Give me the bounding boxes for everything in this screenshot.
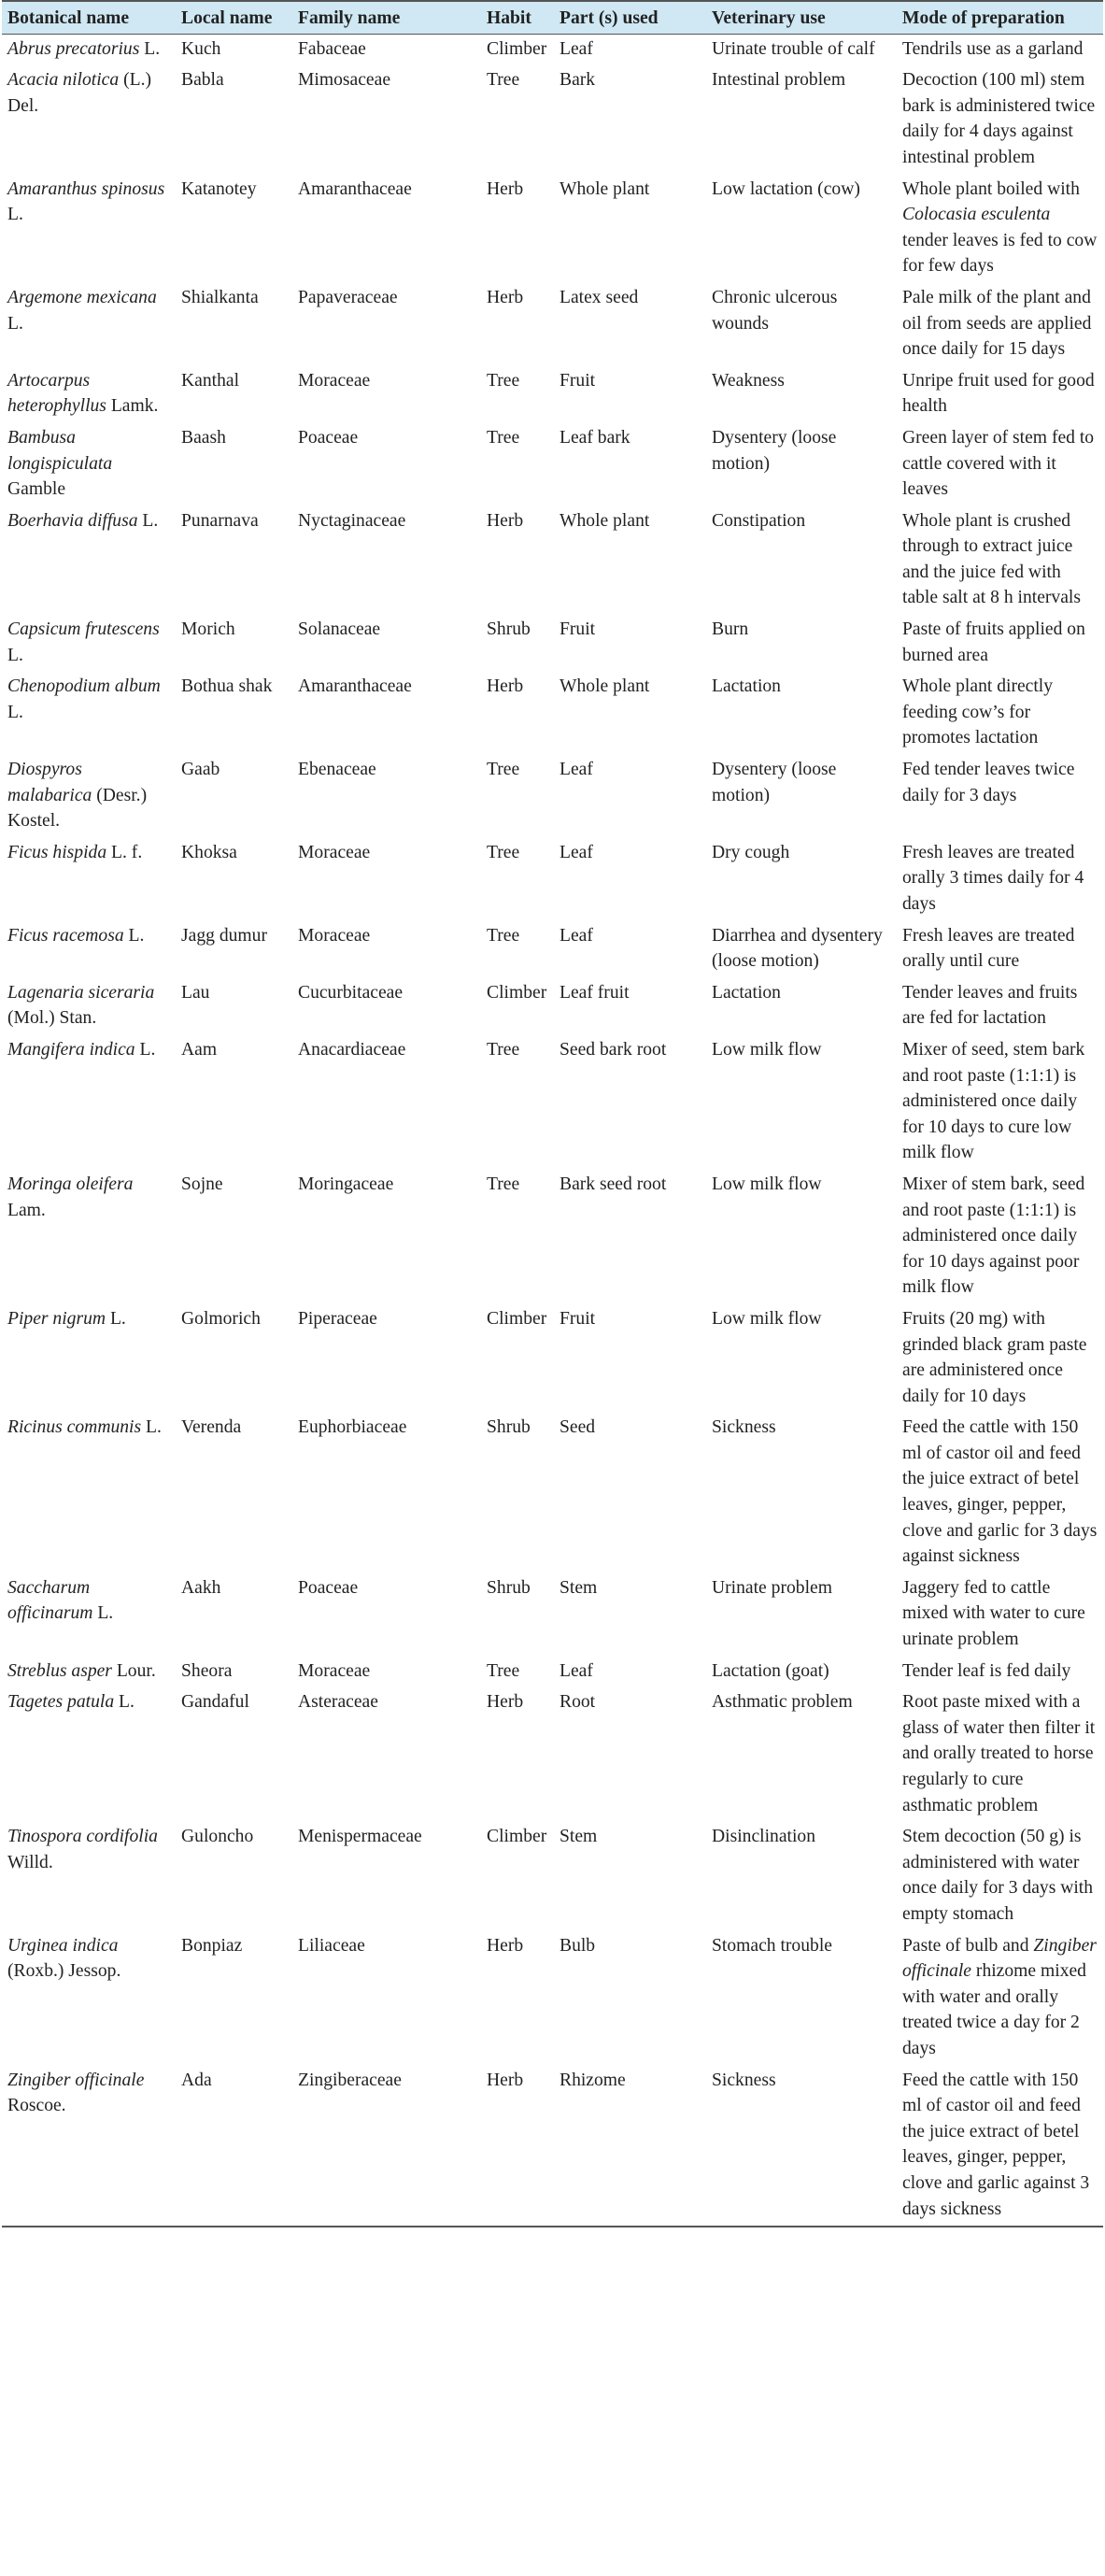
preparation-text: Tender leaves and fruits are fed for lactation (902, 982, 1078, 1029)
cell-veterinary-use: Sickness (712, 1417, 776, 1438)
cell-habit: Tree (487, 842, 520, 862)
author-citation: Lour. (111, 1660, 156, 1681)
cell-local-name: Gandaful (181, 1692, 249, 1713)
author-citation: Roscoe. (7, 2096, 66, 2116)
species-name: Abrus precatorius (7, 38, 140, 59)
cell-parts-used: Bark (560, 70, 596, 91)
cell-family-name: Fabaceae (298, 38, 366, 59)
preparation-text: Paste of bulb and (902, 1935, 1034, 1956)
table-row (2, 1657, 1103, 1688)
cell-botanical-name (2, 1687, 176, 1822)
cell-veterinary-use: Weakness (712, 370, 785, 391)
table-row (2, 615, 1103, 672)
cell-botanical-name (2, 1931, 176, 2066)
cell-family-name: Cucurbitaceae (298, 982, 404, 1003)
cell-habit: Climber (487, 982, 547, 1003)
cell-family-name: Nyctaginaceae (298, 510, 406, 531)
cell-veterinary-use: Burn (712, 619, 749, 640)
author-citation: Gamble (7, 479, 66, 500)
cell-mode-of-preparation (897, 838, 1103, 921)
cell-family-name: Piperaceae (298, 1308, 377, 1329)
preparation-text: Fresh leaves are treated orally until cure (902, 925, 1075, 972)
table-row (2, 1822, 1103, 1930)
species-name: Urginea indica (7, 1935, 119, 1956)
preparation-text: Fresh leaves are treated orally 3 times daily for 4 days (902, 842, 1084, 914)
preparation-text: Pale milk of the plant and oil from seeds are applied once daily for 15 days (902, 287, 1092, 360)
cell-mode-of-preparation (897, 65, 1103, 174)
cell-botanical-name (2, 34, 176, 65)
cell-family-name: Moraceae (298, 370, 371, 391)
cell-veterinary-use: Low lactation (cow) (712, 178, 860, 199)
header-habit: Habit (481, 1, 554, 34)
cell-parts-used: Leaf (560, 1660, 593, 1681)
cell-veterinary-use: Low milk flow (712, 1039, 822, 1060)
preparation-text: Whole plant directly feeding cow’s for promotes lactation (902, 676, 1054, 748)
species-name: Zingiber officinale (7, 2070, 145, 2090)
cell-botanical-name (2, 65, 176, 174)
cell-parts-used: Fruit (560, 370, 596, 391)
cell-local-name: Kuch (181, 38, 221, 59)
author-citation: L. (141, 1417, 162, 1438)
cell-parts-used: Leaf (560, 38, 593, 59)
preparation-text: Green layer of stem fed to cattle covered with it leaves (902, 427, 1095, 500)
cell-botanical-name (2, 1573, 176, 1657)
cell-parts-used: Root (560, 1692, 596, 1713)
table-row (2, 34, 1103, 65)
cell-habit: Tree (487, 70, 520, 91)
species-name: Ficus racemosa (7, 925, 124, 946)
cell-family-name: Ebenaceae (298, 760, 376, 780)
cell-parts-used: Fruit (560, 1308, 596, 1329)
cell-family-name: Moraceae (298, 1660, 371, 1681)
cell-habit: Herb (481, 2066, 554, 2227)
species-name: Boerhavia diffusa (7, 510, 138, 531)
cell-local-name: Sojne (181, 1174, 223, 1194)
cell-local-name: Golmorich (181, 1308, 261, 1329)
cell-parts-used: Seed bark root (560, 1039, 667, 1060)
table-row (2, 1304, 1103, 1413)
table-row (2, 1573, 1103, 1657)
cell-family-name: Moraceae (298, 925, 371, 946)
author-citation: (Mol.) Stan. (7, 1008, 97, 1029)
cell-parts-used: Whole plant (560, 676, 650, 697)
cell-veterinary-use: Dry cough (712, 842, 790, 862)
cell-veterinary-use: Low milk flow (712, 1174, 822, 1194)
preparation-text: Fed tender leaves twice daily for 3 days (902, 760, 1075, 805)
table-row (2, 366, 1103, 423)
cell-botanical-name (2, 672, 176, 755)
cell-mode-of-preparation (897, 615, 1103, 672)
cell-parts-used: Latex seed (560, 287, 639, 307)
header-botanical-name: Botanical name (2, 1, 176, 34)
cell-mode-of-preparation (897, 2066, 1103, 2227)
species-name: Ricinus communis (7, 1417, 142, 1438)
table-row (2, 838, 1103, 921)
cell-habit: Tree (487, 1660, 520, 1681)
preparation-text: rhizome mixed with water and orally treated twice a day for 2 days (902, 1961, 1086, 2058)
table-row (2, 506, 1103, 615)
cell-family-name: Poaceae (298, 1577, 359, 1598)
table-row (2, 1170, 1103, 1304)
author-citation: (Desr.) Kostel. (7, 785, 148, 832)
cell-parts-used: Leaf (560, 925, 593, 946)
author-citation: L. (7, 645, 23, 665)
author-citation: Lamk. (106, 396, 159, 417)
species-name: Lagenaria siceraria (7, 982, 155, 1003)
cell-botanical-name (2, 1035, 176, 1170)
cell-habit: Climber (487, 38, 547, 59)
header-local-name: Local name (176, 1, 292, 34)
cell-veterinary-use: Disinclination (712, 1827, 816, 1847)
cell-veterinary-use: Chronic ulcerous wounds (712, 287, 838, 334)
cell-veterinary-use: Asthmatic problem (712, 1692, 853, 1713)
author-citation: L. f. (106, 842, 143, 862)
preparation-text: Tender leaf is fed daily (902, 1660, 1071, 1681)
header-mode-of-preparation: Mode of preparation (897, 1, 1103, 34)
preparation-text: Feed the cattle with 150 ml of castor oil and feed the juice extract of betel leaves, ginger, pepper, clove and garlic for 3 days against sickness (902, 1417, 1098, 1567)
cell-botanical-name (2, 366, 176, 423)
author-citation: (Roxb.) Jessop. (7, 1961, 121, 1982)
cell-habit: Shrub (487, 619, 531, 640)
cell-veterinary-use: Intestinal problem (712, 70, 846, 91)
cell-family-name: Papaveraceae (298, 287, 398, 307)
cell-habit: Herb (487, 287, 524, 307)
cell-family-name: Amaranthaceae (298, 676, 412, 697)
preparation-text: Whole plant boiled with (902, 178, 1080, 199)
species-name: Moringa oleifera (7, 1174, 134, 1194)
cell-local-name: Khoksa (181, 842, 237, 862)
species-name: Acacia nilotica (7, 70, 120, 91)
cell-family-name: Anacardiaceae (298, 1039, 406, 1060)
cell-family-name: Mimosaceae (298, 70, 391, 91)
author-citation: L. (7, 313, 23, 334)
species-name: Amaranthus spinosus (7, 178, 165, 199)
preparation-text: Fruits (20 mg) with grinded black gram paste are administered once daily for 10 days (902, 1308, 1087, 1406)
species-name: Diospyros malabarica (7, 760, 92, 805)
cell-local-name: Sheora (181, 1660, 233, 1681)
table-row (2, 755, 1103, 838)
table-row (2, 1035, 1103, 1170)
preparation-text: Jaggery fed to cattle mixed with water to cure urinate problem (902, 1577, 1085, 1650)
cell-family-name: Euphorbiaceae (298, 1417, 407, 1438)
author-citation: L. (7, 205, 23, 225)
cell-habit: Tree (487, 1174, 520, 1194)
species-name: Zingiber officinale (902, 1935, 1097, 1982)
author-citation: L. (123, 925, 145, 946)
cell-habit: Herb (487, 1935, 524, 1956)
cell-habit: Tree (487, 925, 520, 946)
cell-parts-used: Leaf (560, 842, 593, 862)
cell-veterinary-use: Dysentery (loose motion) (712, 760, 837, 805)
cell-family-name: Amaranthaceae (298, 178, 412, 199)
table-row (2, 672, 1103, 755)
cell-mode-of-preparation (897, 34, 1103, 65)
table-row (2, 283, 1103, 366)
species-name: Mangifera indica (7, 1039, 135, 1060)
cell-family-name: Poaceae (298, 427, 359, 448)
cell-mode-of-preparation (897, 1822, 1103, 1930)
cell-veterinary-use: Sickness (706, 2066, 897, 2227)
cell-local-name: Aakh (181, 1577, 221, 1598)
cell-local-name: Bonpiaz (181, 1935, 243, 1956)
cell-botanical-name (2, 1657, 176, 1688)
cell-botanical-name (2, 615, 176, 672)
table-header (2, 1, 1103, 34)
cell-parts-used: Fruit (560, 619, 596, 640)
header-veterinary-use: Veterinary use (706, 1, 897, 34)
cell-mode-of-preparation (897, 921, 1103, 978)
table-row (2, 1687, 1103, 1822)
table-row (2, 1931, 1103, 2066)
cell-mode-of-preparation (897, 1931, 1103, 2066)
table-body (2, 34, 1103, 2227)
species-name: Argemone mexicana (7, 287, 157, 307)
header-family-name: Family name (292, 1, 481, 34)
cell-habit: Herb (487, 1692, 524, 1713)
table-row (2, 175, 1103, 283)
cell-botanical-name (2, 2066, 176, 2227)
cell-parts-used: Whole plant (560, 510, 650, 531)
cell-local-name: Kanthal (181, 370, 240, 391)
cell-parts-used: Rhizome (554, 2066, 706, 2227)
cell-habit: Tree (487, 1039, 520, 1060)
cell-local-name: Gaab (181, 760, 220, 780)
cell-mode-of-preparation (897, 1573, 1103, 1657)
preparation-text: Unripe fruit used for good health (902, 370, 1095, 417)
cell-local-name: Punarnava (181, 510, 259, 531)
author-citation: L. (135, 1039, 156, 1060)
cell-botanical-name (2, 978, 176, 1035)
species-name: Piper nigrum (7, 1308, 106, 1329)
species-name: Chenopodium album (7, 676, 161, 697)
species-name: Bambusa longispiculata (7, 427, 113, 474)
cell-local-name: Guloncho (181, 1827, 254, 1847)
author-citation: L. (114, 1692, 135, 1713)
preparation-text: Mixer of seed, stem bark and root paste (1:1:1) is administered once daily for 10 days to cure low milk flow (902, 1039, 1085, 1163)
cell-habit: Herb (487, 510, 524, 531)
cell-botanical-name (2, 283, 176, 366)
cell-veterinary-use: Dysentery (loose motion) (712, 427, 837, 474)
species-name: Artocarpus heterophyllus (7, 370, 106, 417)
cell-local-name: Shialkanta (181, 287, 259, 307)
cell-veterinary-use: Urinate trouble of calf (712, 38, 875, 59)
table-row (2, 921, 1103, 978)
cell-veterinary-use: Urinate problem (712, 1577, 832, 1598)
veterinary-plants-table (2, 0, 1103, 2227)
species-name: Capsicum frutescens (7, 619, 160, 640)
cell-mode-of-preparation (897, 672, 1103, 755)
cell-parts-used: Bark seed root (560, 1174, 667, 1194)
author-citation: Willd. (7, 1852, 53, 1872)
cell-veterinary-use: Low milk flow (712, 1308, 822, 1329)
cell-botanical-name (2, 755, 176, 838)
preparation-text: Mixer of stem bark, seed and root paste (1:1:1) is administered once daily for 10 days against poor milk flow (902, 1174, 1085, 1298)
cell-local-name: Aam (181, 1039, 218, 1060)
cell-parts-used: Leaf fruit (560, 982, 630, 1003)
cell-family-name: Menispermaceae (298, 1827, 422, 1847)
cell-family-name: Zingiberaceae (292, 2066, 481, 2227)
cell-parts-used: Bulb (560, 1935, 596, 1956)
cell-parts-used: Stem (560, 1827, 598, 1847)
cell-family-name: Solanaceae (298, 619, 381, 640)
cell-local-name: Ada (176, 2066, 292, 2227)
table-row (2, 65, 1103, 174)
author-citation: L. (139, 38, 161, 59)
preparation-text: Root paste mixed with a glass of water then filter it and orally treated to horse regularly to cure asthmatic problem (902, 1692, 1096, 1815)
cell-family-name: Moraceae (298, 842, 371, 862)
preparation-text: Decoction (100 ml) stem bark is administered twice daily for 4 days against intestinal problem (902, 70, 1096, 167)
cell-mode-of-preparation (897, 978, 1103, 1035)
cell-habit: Climber (487, 1308, 547, 1329)
cell-habit: Tree (487, 370, 520, 391)
cell-family-name: Liliaceae (298, 1935, 365, 1956)
preparation-text: Whole plant is crushed through to extract juice and the juice fed with table salt at 8 h intervals (902, 510, 1081, 608)
cell-parts-used: Seed (560, 1417, 596, 1438)
preparation-text: Feed the cattle with 150 ml of castor oil and feed the juice extract of betel leaves, ginger, pepper, clove and garlic against 3 days sickness (902, 2070, 1090, 2219)
cell-habit: Shrub (487, 1577, 531, 1598)
species-name: Streblus asper (7, 1660, 112, 1681)
cell-mode-of-preparation (897, 1170, 1103, 1304)
cell-parts-used: Leaf (560, 760, 593, 780)
cell-local-name: Jagg dumur (181, 925, 267, 946)
cell-veterinary-use: Diarrhea and dysentery (loose motion) (712, 925, 883, 972)
cell-botanical-name (2, 175, 176, 283)
cell-mode-of-preparation (897, 1413, 1103, 1573)
preparation-text: Tendrils use as a garland (902, 38, 1084, 59)
cell-mode-of-preparation (897, 1687, 1103, 1822)
cell-habit: Herb (487, 676, 524, 697)
cell-botanical-name (2, 838, 176, 921)
cell-local-name: Katanotey (181, 178, 257, 199)
cell-mode-of-preparation (897, 506, 1103, 615)
author-citation: Lam. (7, 1200, 46, 1220)
cell-botanical-name (2, 1413, 176, 1573)
cell-botanical-name (2, 423, 176, 506)
cell-local-name: Baash (181, 427, 226, 448)
species-name: Tinospora cordifolia (7, 1827, 158, 1847)
preparation-text: tender leaves is fed to cow for few days (902, 230, 1098, 277)
cell-veterinary-use: Lactation (goat) (712, 1660, 829, 1681)
cell-local-name: Morich (181, 619, 235, 640)
cell-mode-of-preparation (897, 1657, 1103, 1688)
cell-botanical-name (2, 506, 176, 615)
cell-local-name: Bothua shak (181, 676, 273, 697)
preparation-text: Stem decoction (50 g) is administered with water once daily for 3 days with empty stomach (902, 1827, 1094, 1924)
species-name: Saccharum officinarum (7, 1577, 93, 1624)
author-citation: (L.) Del. (7, 70, 151, 116)
cell-local-name: Babla (181, 70, 224, 91)
preparation-text: Paste of fruits applied on burned area (902, 619, 1085, 665)
species-name: Colocasia esculenta (902, 205, 1051, 225)
cell-veterinary-use: Constipation (712, 510, 806, 531)
cell-habit: Shrub (487, 1417, 531, 1438)
cell-parts-used: Leaf bark (560, 427, 630, 448)
cell-family-name: Moringaceae (298, 1174, 394, 1194)
cell-habit: Herb (487, 178, 524, 199)
cell-botanical-name (2, 921, 176, 978)
species-name: Ficus hispida (7, 842, 107, 862)
table-row (2, 1413, 1103, 1573)
cell-mode-of-preparation (897, 175, 1103, 283)
species-name: Tagetes patula (7, 1692, 115, 1713)
cell-habit: Tree (487, 427, 520, 448)
cell-habit: Climber (487, 1827, 547, 1847)
cell-veterinary-use: Lactation (712, 676, 781, 697)
table-row (2, 2066, 1103, 2227)
cell-botanical-name (2, 1304, 176, 1413)
cell-veterinary-use: Lactation (712, 982, 781, 1003)
table-row (2, 978, 1103, 1035)
cell-family-name: Asteraceae (298, 1692, 378, 1713)
cell-parts-used: Stem (560, 1577, 598, 1598)
cell-botanical-name (2, 1170, 176, 1304)
cell-habit: Tree (487, 760, 520, 780)
cell-botanical-name (2, 1822, 176, 1930)
header-parts-used: Part (s) used (554, 1, 706, 34)
cell-local-name: Lau (181, 982, 210, 1003)
table-row (2, 423, 1103, 506)
cell-mode-of-preparation (897, 755, 1103, 838)
cell-parts-used: Whole plant (560, 178, 650, 199)
author-citation: L. (106, 1308, 126, 1329)
cell-mode-of-preparation (897, 1035, 1103, 1170)
author-citation: L. (7, 702, 23, 722)
cell-mode-of-preparation (897, 366, 1103, 423)
cell-veterinary-use: Stomach trouble (712, 1935, 832, 1956)
cell-mode-of-preparation (897, 423, 1103, 506)
cell-mode-of-preparation (897, 1304, 1103, 1413)
header-row (2, 1, 1103, 34)
author-citation: L. (137, 510, 159, 531)
cell-mode-of-preparation (897, 283, 1103, 366)
author-citation: L. (92, 1603, 114, 1624)
cell-local-name: Verenda (181, 1417, 242, 1438)
